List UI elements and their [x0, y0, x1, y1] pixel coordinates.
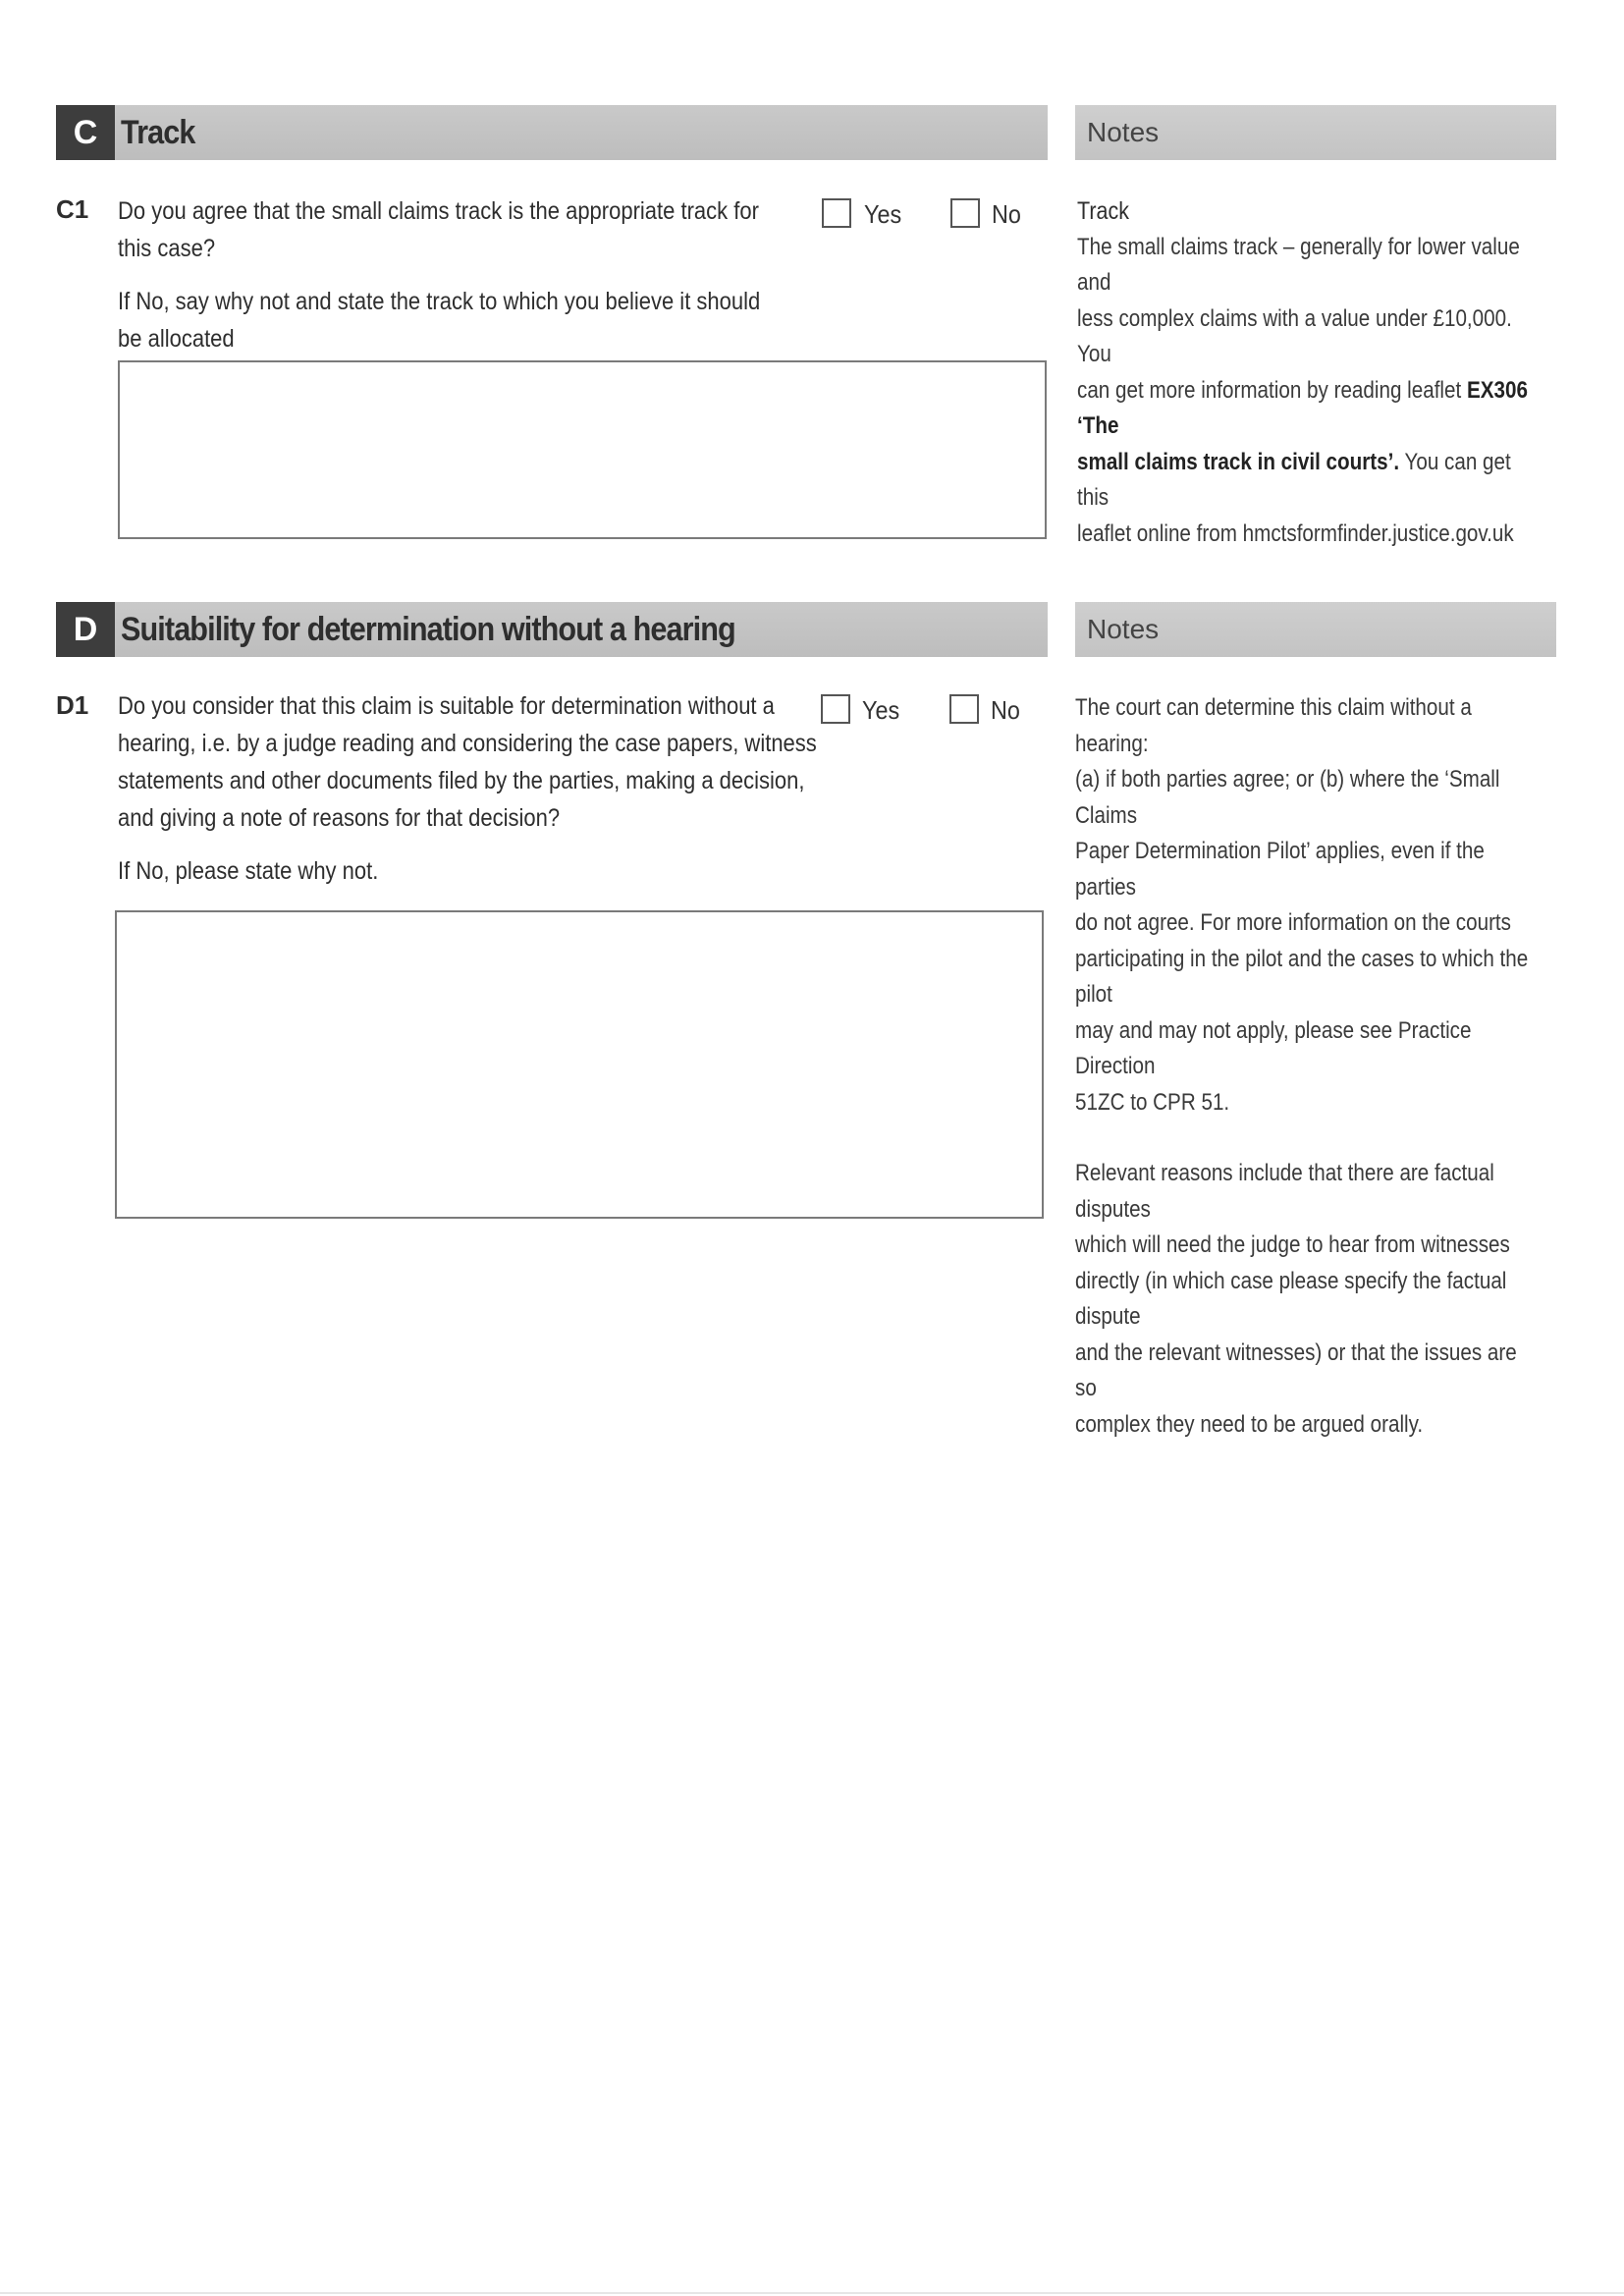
notes-d-label: Notes: [1087, 614, 1160, 644]
question-c1-number: C1: [56, 194, 89, 224]
notes-d-p1-line5: participating in the pilot and the cases to which the pilot: [1075, 945, 1529, 1008]
c1-yes-label: Yes: [864, 199, 902, 229]
question-d1-text: [118, 687, 818, 890]
section-d-header: [56, 602, 1048, 657]
question-c1-line2: this case?: [118, 235, 216, 262]
question-c1-followup-line2: be allocated: [118, 325, 235, 353]
notes-d-body: [1075, 690, 1540, 1443]
notes-d-p2-line4: and the relevant witnesses) or that the issues are so: [1075, 1339, 1517, 1401]
question-d1-line1: Do you consider that this claim is suitable for determination without a: [118, 692, 775, 720]
question-c1-line1: Do you agree that the small claims track is the appropriate track for: [118, 197, 759, 225]
question-d1-line2: hearing, i.e. by a judge reading and considering the case papers, witness: [118, 730, 817, 757]
notes-d-p2-line5: complex they need to be argued orally.: [1075, 1410, 1424, 1438]
notes-c-line3-text: can get more information by reading leaflet: [1077, 376, 1467, 404]
d1-yes-checkbox[interactable]: [821, 694, 850, 724]
question-d1-followup: If No, please state why not.: [118, 857, 379, 885]
d1-no-label: No: [991, 695, 1020, 725]
notes-d-p1-line7: 51ZC to CPR 51.: [1075, 1088, 1230, 1116]
notes-d-p1-line4: do not agree. For more information on the courts: [1075, 909, 1512, 936]
section-c-title: Track: [121, 114, 195, 151]
page-bottom-edge: [0, 2292, 1624, 2294]
section-c-header: [56, 105, 1048, 160]
question-c1-followup-line1: If No, say why not and state the track to which you believe it should: [118, 288, 761, 315]
c1-answer-textarea[interactable]: [118, 360, 1047, 539]
notes-c-header: [1075, 105, 1556, 160]
notes-d-p1-line6: may and may not apply, please see Practice Direction: [1075, 1016, 1472, 1079]
question-d1-number: D1: [56, 690, 89, 720]
notes-d-p1-line1: The court can determine this claim without a hearing:: [1075, 694, 1472, 757]
notes-d-p1-line3: Paper Determination Pilot’ applies, even if the parties: [1075, 838, 1485, 901]
notes-c-body: [1077, 193, 1533, 552]
section-d-letter: D: [56, 602, 115, 657]
c1-yes-checkbox[interactable]: [822, 198, 851, 228]
notes-d-p2-line2: which will need the judge to hear from witnesses: [1075, 1231, 1510, 1258]
section-c-letter: C: [56, 105, 115, 160]
notes-d-p2-line1: Relevant reasons include that there are factual disputes: [1075, 1160, 1494, 1223]
question-c1-text: [118, 192, 791, 357]
question-d1-line3: statements and other documents filed by the parties, making a decision,: [118, 767, 805, 794]
notes-d-p2-line3: directly (in which case please specify the factual dispute: [1075, 1267, 1507, 1330]
question-d1-line4: and giving a note of reasons for that decision?: [118, 804, 561, 832]
notes-c-heading: Track: [1077, 197, 1129, 225]
c1-no-checkbox[interactable]: [950, 198, 980, 228]
notes-c-line1: The small claims track – generally for lower value and: [1077, 233, 1520, 296]
d1-no-checkbox[interactable]: [949, 694, 979, 724]
notes-c-line4: [1077, 445, 1533, 517]
c1-no-label: No: [992, 199, 1021, 229]
section-d-title: Suitability for determination without a hearing: [121, 611, 735, 648]
d1-answer-textarea[interactable]: [115, 910, 1044, 1219]
notes-d-header: [1075, 602, 1556, 657]
notes-c-line4-text: You can get this: [1077, 448, 1511, 511]
notes-c-leaflet-title: small claims track in civil courts’.: [1077, 448, 1400, 475]
notes-c-label: Notes: [1087, 117, 1160, 147]
notes-d-p1-line2: (a) if both parties agree; or (b) where the ‘Small Claims: [1075, 766, 1500, 829]
notes-c-line2: less complex claims with a value under £10,000. You: [1077, 304, 1512, 367]
notes-c-line5: leaflet online from hmctsformfinder.justice.gov.uk: [1077, 519, 1514, 547]
notes-c-line3: [1077, 373, 1533, 445]
d1-yes-label: Yes: [862, 695, 900, 725]
notes-c-leaflet-ref: EX306 ‘The: [1077, 376, 1528, 439]
